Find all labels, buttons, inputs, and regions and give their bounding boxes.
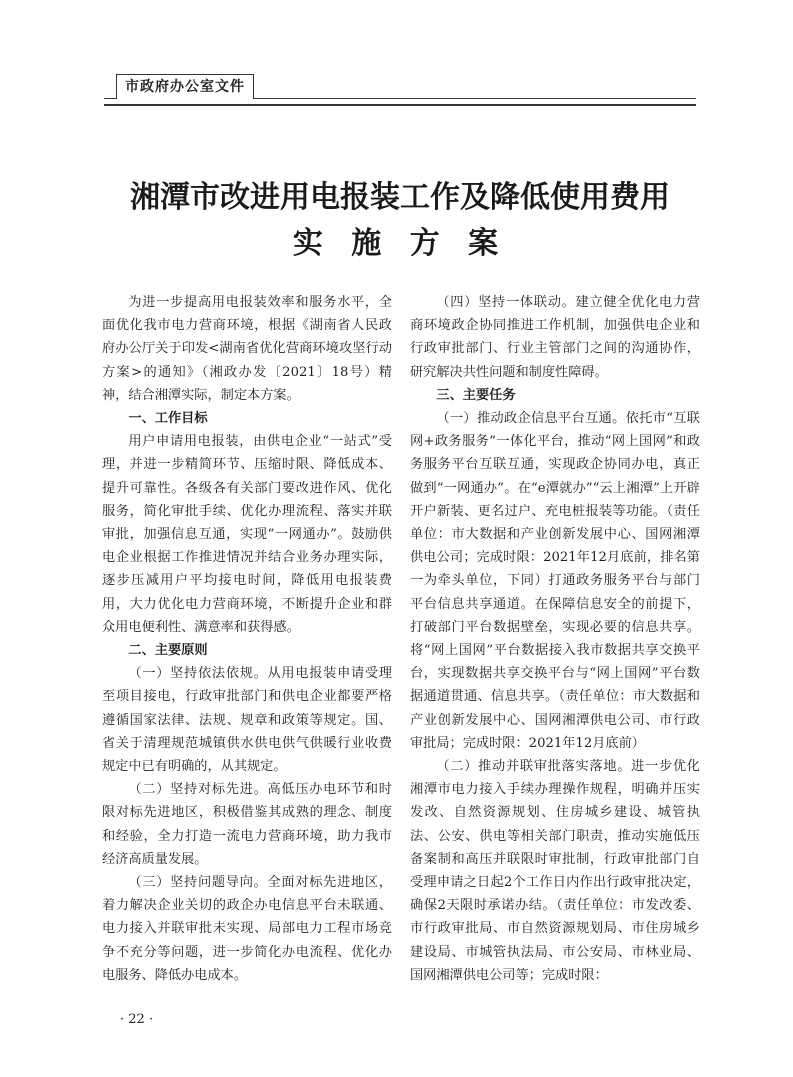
right-column [410,291,700,987]
section-heading-principles: 二、主要原则 [128,643,208,659]
left-column [102,291,392,987]
goal-paragraph: 用户申请用电报装，由供电企业“一站式”受理，并进一步精简环节、压缩时限、降低成本、提升可靠性。各级各有关部门要改进作风、优化服务，简化审批手续、优化办理流程、落实并联审批，加强信息互通，实现“一网通办”。鼓励供电企业根据工作推进情况并结合业务办理实际，逐步压减用户平均接电时间，降低用电报装费用，大力优化电力营商环境，不断提升企业和群众用电便利性、满意率和获得感。 [102,434,392,635]
task-paragraph-2: （二）推动并联审批落实落地。进一步优化湘潭市电力接入手续办理操作规程，明确并压实发改、自然资源规划、住房城乡建设、城管执法、公安、供电等相关部门职责，推动实施低压备案制和高压并联限时审批制，行政审批部门自受理申请之日起2个工作日内作出行政审批决定，确保2天限时承诺办结。（责任单位：市发改委、市行政审批局、市自然资源规划局、市住房城乡建设局、市城管执法局、市公安局、市林业局、国网湘潭供电公司等；完成时限： [410,759,700,983]
section-heading-goals: 一、工作目标 [128,411,208,427]
page-number: · 22 · [120,1012,154,1027]
header-rule-bottom [104,104,696,106]
principle-paragraph-2: （二）坚持对标先进。高低压办电环节和时限对标先进地区，积极借鉴其成熟的理念、制度和经验，全力打造一流电力营商环境，助力我市经济高质量发展。 [102,782,392,867]
principle-paragraph-4: （四）坚持一体联动。建立健全优化电力营商环境政企协同推进工作机制，加强供电企业和行政审批部门、行业主管部门之间的沟通协作，研究解决共性问题和制度性障碍。 [410,295,700,380]
section-heading-tasks: 三、主要任务 [436,387,516,403]
page-header [104,74,696,108]
document-title-line1: 湘潭市改进用电报装工作及降低使用费用 [130,180,670,215]
document-title-line2: 实 施 方 案 [292,226,508,261]
principle-paragraph-3: （三）坚持问题导向。全面对标先进地区，着力解决企业关切的政企办电信息平台未联通、电力接入并联审批未实现、局部电力工程市场竞争不充分等问题，进一步简化办电流程、优化办电服务、降低办电成本。 [102,875,392,983]
intro-paragraph: 为进一步提高用电报装效率和服务水平，全面优化我市电力营商环境，根据《湖南省人民政府办公厅关于印发<湖南省优化营商环境攻坚行动方案>的通知》（湘政办发〔2021〕18号）精神，结合湘潭实际，制定本方案。 [102,295,392,403]
principle-paragraph-1: （一）坚持依法依规。从用电报装申请受理至项目接电，行政审批部门和供电企业都要严格遵循国家法律、法规、规章和政策等规定。国、省关于清理规范城镇供水供电供气供暖行业收费规定中已有明确的，从其规定。 [102,666,392,775]
header-tag: 市政府办公室文件 [116,74,254,99]
task-paragraph-1: （一）推动政企信息平台互通。依托市“互联网+政务服务”一体化平台，推动“网上国网”和政务服务平台互联互通，实现政企协同办电，真正做到“一网通办”。在“e潭就办”“云上湘潭”上开辟开户新装、更名过户、充电桩报装等功能。（责任单位：市大数据和产业创新发展中心、国网湘潭供电公司；完成时限：2021年12月底前，排名第一为牵头单位，下同）打通政务服务平台与部门平台信息共享通道。在保障信息安全的前提下，打破部门平台数据壁垒，实现必要的信息共享。将“网上国网”平台数据接入我市数据共享交换平台，实现数据共享交换平台与“网上国网”平台数据通道贯通、信息共享。（责任单位：市大数据和产业创新发展中心、国网湘潭供电公司、市行政审批局；完成时限：2021年12月底前） [410,411,700,751]
